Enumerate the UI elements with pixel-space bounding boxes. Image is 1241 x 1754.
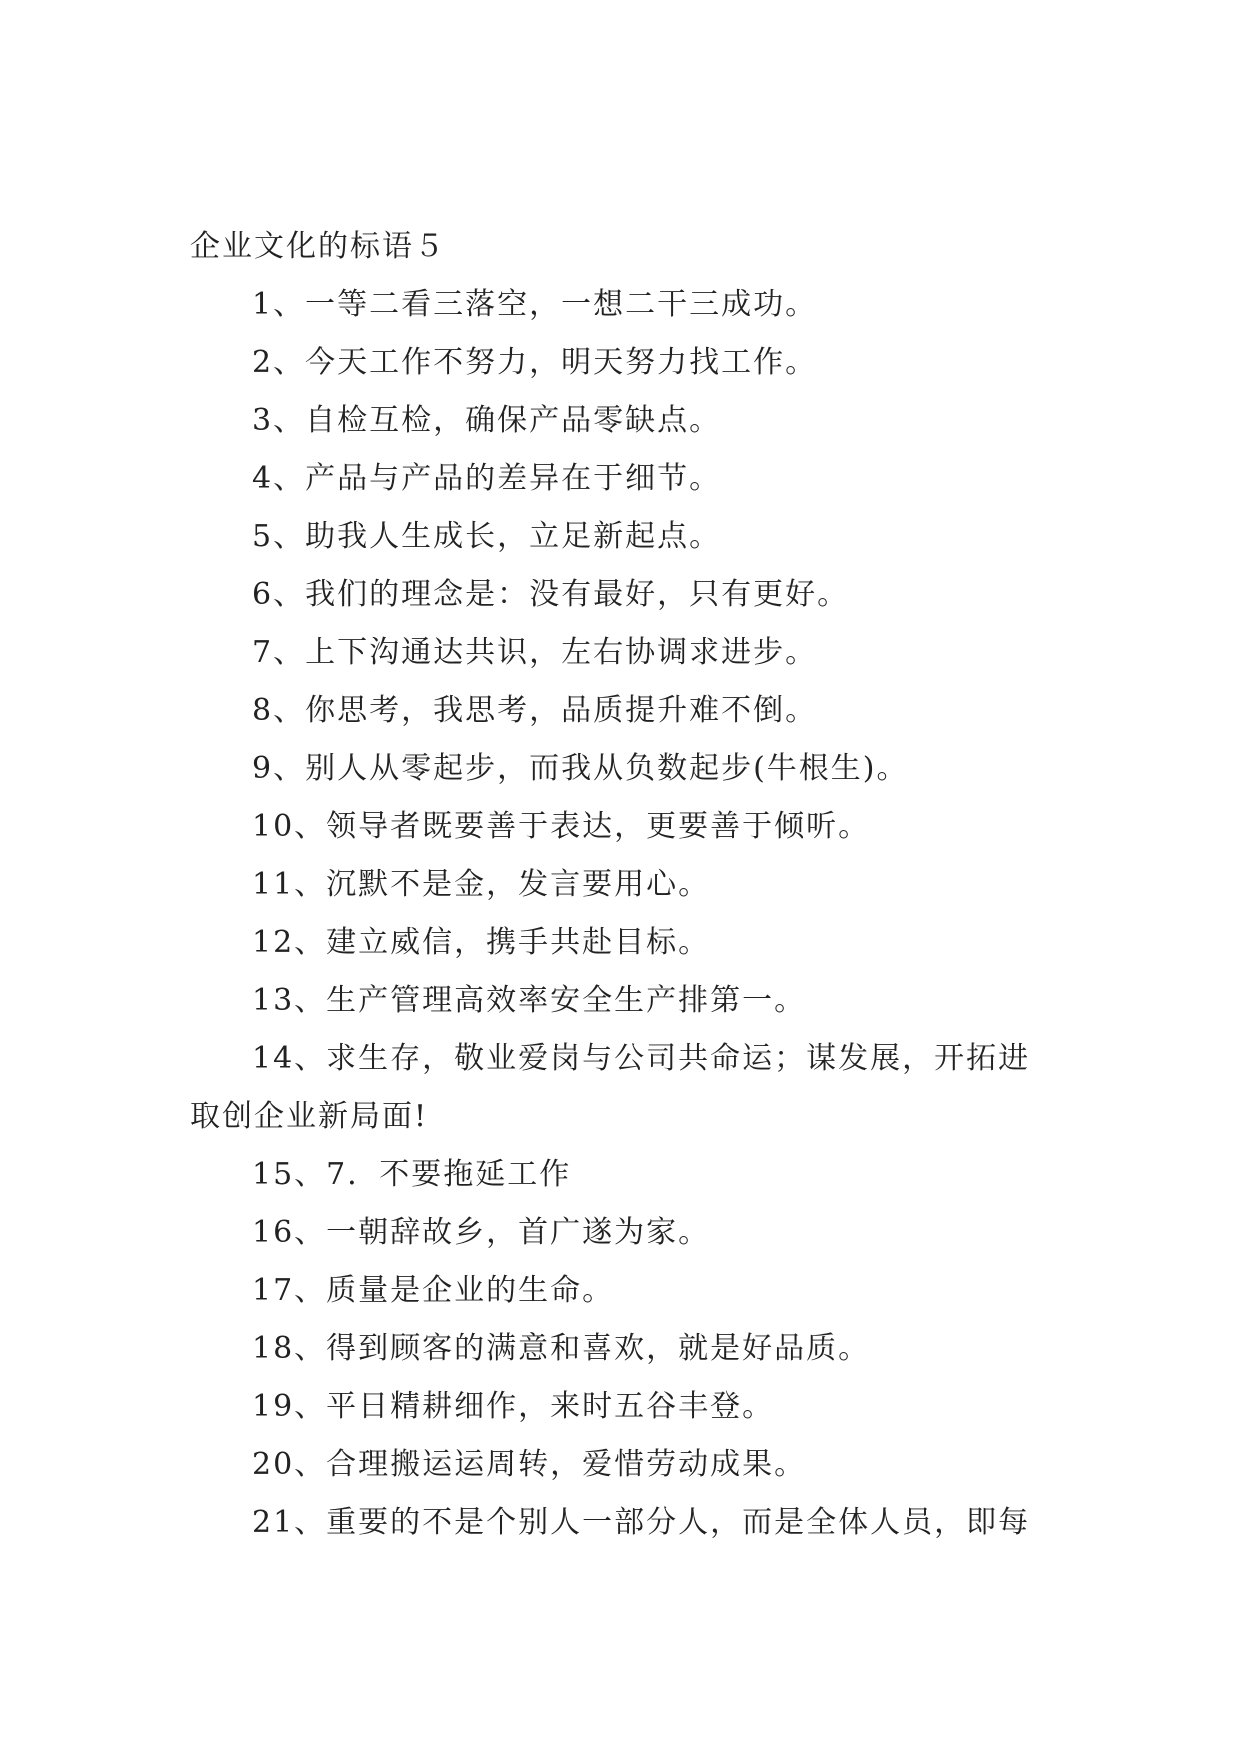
- slogan-item: 20、合理搬运运周转，爱惜劳动成果。: [252, 1447, 807, 1482]
- slogan-item: 19、平日精耕细作，来时五谷丰登。: [252, 1389, 775, 1424]
- slogan-item: 18、得到顾客的满意和喜欢，就是好品质。: [252, 1331, 871, 1366]
- slogan-item: 21、重要的不是个别人一部分人，而是全体人员，即每: [252, 1505, 1031, 1540]
- slogan-item: 2、今天工作不努力，明天努力找工作。: [252, 345, 818, 380]
- slogan-item: 8、你思考，我思考，品质提升难不倒。: [252, 693, 818, 728]
- document-page: [190, 218, 1050, 1552]
- slogan-item: 15、7．不要拖延工作: [252, 1157, 572, 1192]
- document-title: 企业文化的标语５: [190, 229, 446, 264]
- slogan-list: [190, 276, 1050, 1552]
- slogan-item: 17、质量是企业的生命。: [252, 1273, 615, 1308]
- slogan-item: 6、我们的理念是：没有最好，只有更好。: [252, 577, 850, 612]
- slogan-item: 1、一等二看三落空，一想二干三成功。: [252, 287, 818, 322]
- slogan-item: 7、上下沟通达共识，左右协调求进步。: [252, 635, 818, 670]
- slogan-item: 10、领导者既要善于表达，更要善于倾听。: [252, 809, 871, 844]
- slogan-item: 4、产品与产品的差异在于细节。: [252, 461, 722, 496]
- slogan-item: 14、求生存，敬业爱岗与公司共命运；谋发展，开拓进取创企业新局面!: [190, 1041, 1031, 1134]
- slogan-item: 5、助我人生成长，立足新起点。: [252, 519, 722, 554]
- slogan-item: 3、自检互检，确保产品零缺点。: [252, 403, 722, 438]
- slogan-item: 11、沉默不是金，发言要用心。: [252, 867, 711, 902]
- slogan-item: 16、一朝辞故乡，首广遂为家。: [252, 1215, 711, 1250]
- slogan-item: 12、建立威信，携手共赴目标。: [252, 925, 711, 960]
- slogan-item: 9、别人从零起步，而我从负数起步(牛根生)。: [252, 751, 909, 786]
- slogan-item: 13、生产管理高效率安全生产排第一。: [252, 983, 807, 1018]
